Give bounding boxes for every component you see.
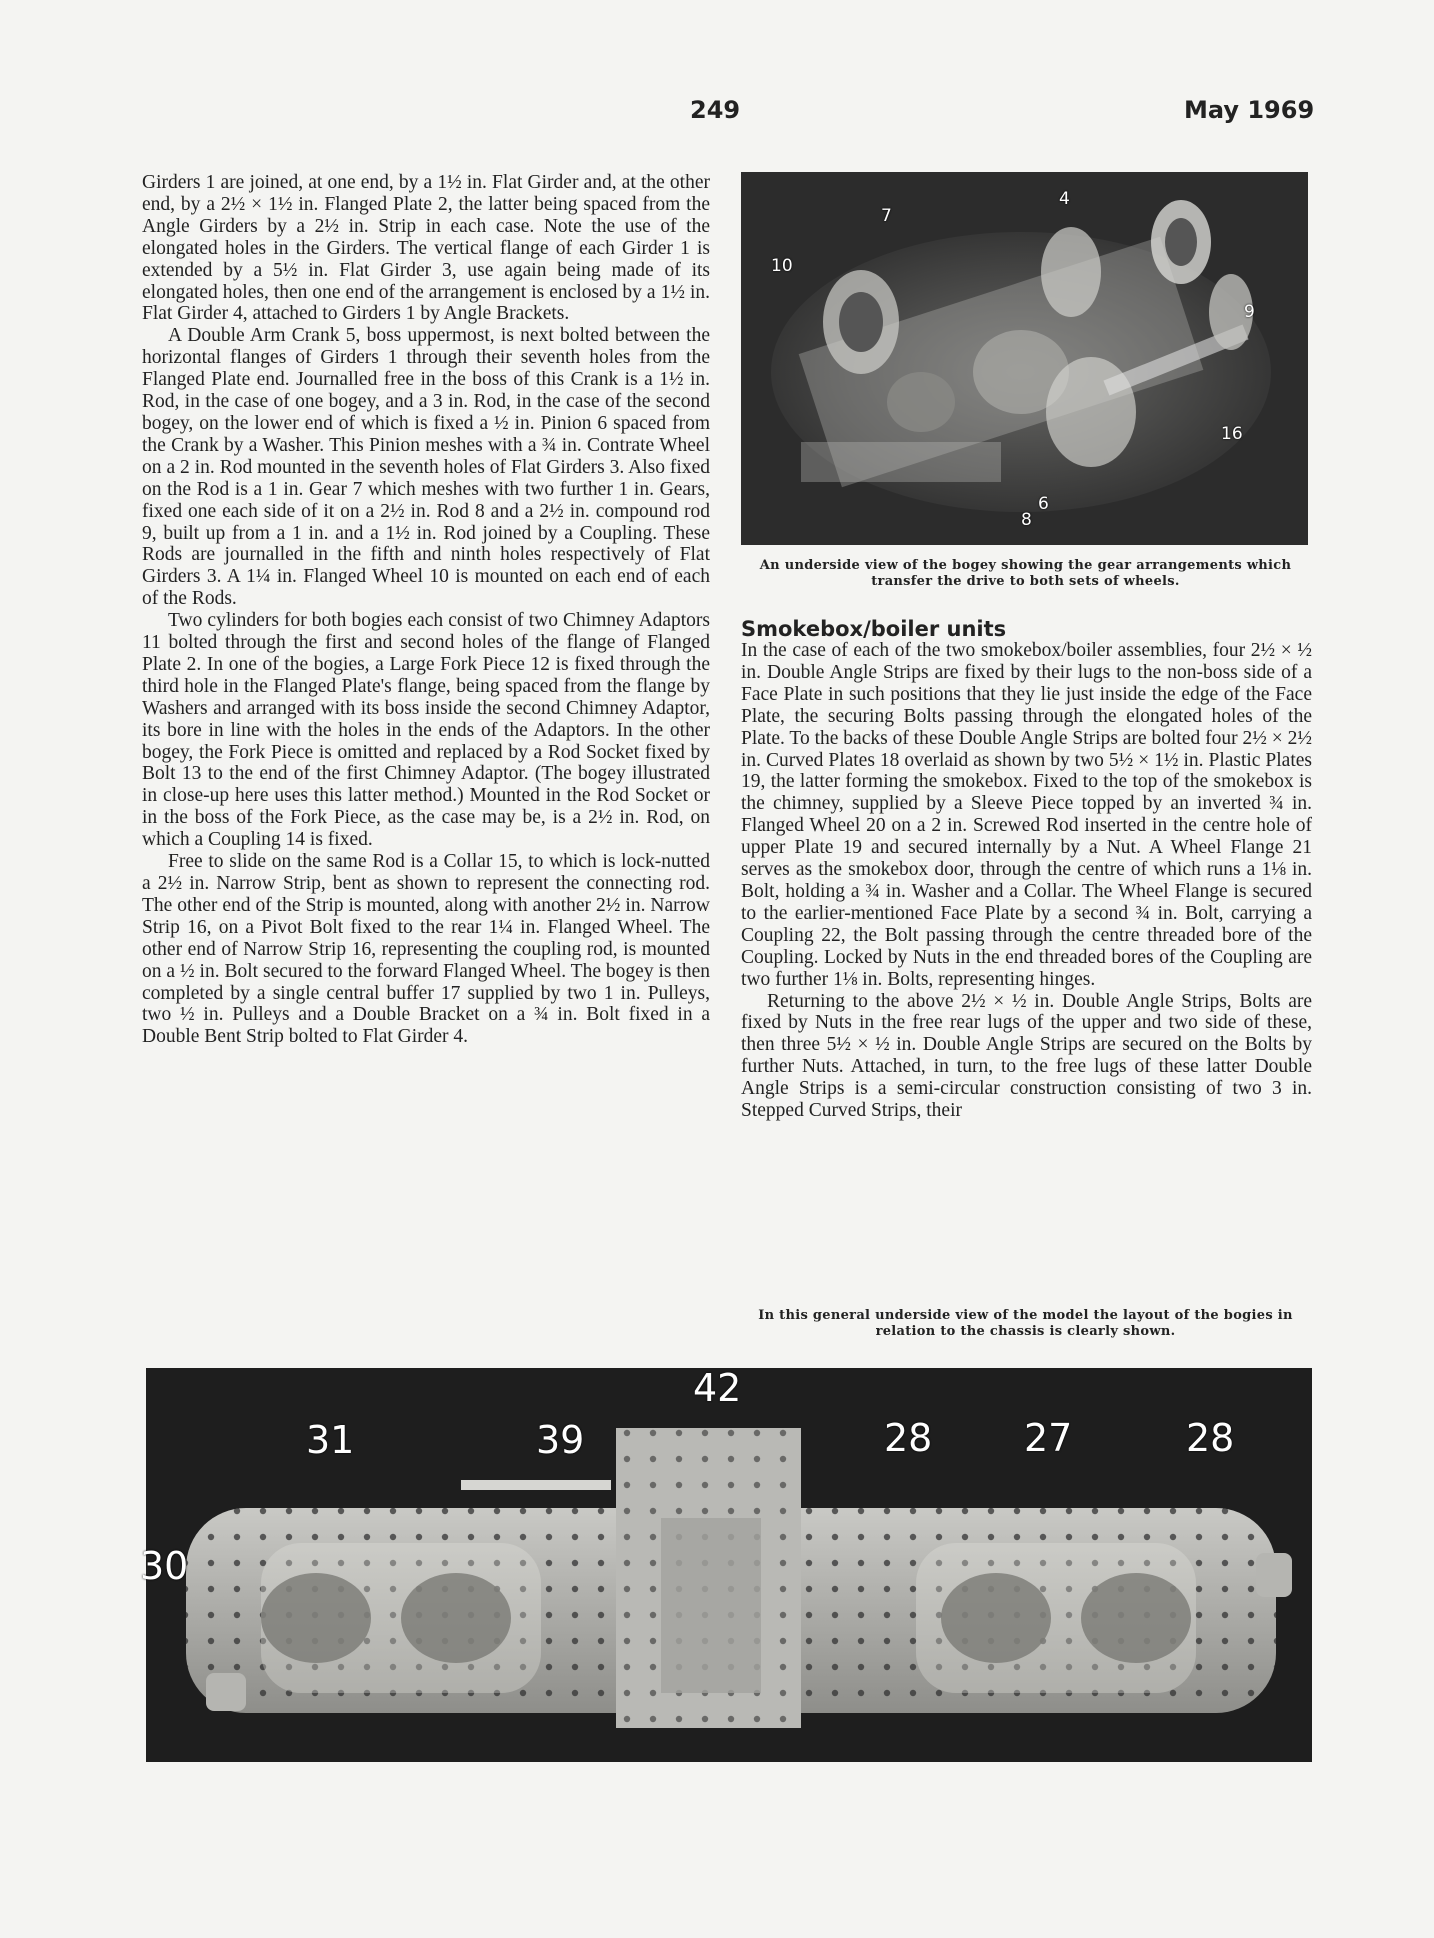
bogey-underside-photo [741, 172, 1308, 545]
paragraph: In the case of each of the two smokebox/boiler assemblies, four 2½ × ½ in. Double Angle Strips are fixed by their lugs to the non-boss side of a Face Plate in such positions that they lie just inside the edge of the Face Plate, the securing Bolts passing through the elongated holes of the Plate. To the backs of these Double Angle Strips are bolted four 2½ × 2½ in. Curved Plates 18 overlaid as shown by two 5½ × 1½ in. Plastic Plates 19, the latter forming the smokebox. Fixed to the top of the smokebox is the chimney, supplied by a Sleeve Piece topped by an inverted ¾ in. Flanged Wheel 20 on a 2 in. Screwed Rod inserted in the centre hole of upper Plate 19 and secured internally by a Nut. A Wheel Flange 21 serves as the smokebox door, through the centre of which runs a 1⅛ in. Bolt, holding a ¾ in. Washer and a Collar. The Wheel Flange is secured to the earlier-mentioned Face Plate by a second ¾ in. Bolt, carrying a Coupling 22, the Bolt passing through the centre threaded bore of the Coupling. Locked by Nuts in the end threaded bores of the Coupling are two further 1⅛ in. Bolts, representing hinges. [741, 640, 1312, 990]
callout-label: 16 [1221, 424, 1243, 444]
callout-label: 31 [306, 1418, 355, 1462]
callout-label: 39 [536, 1418, 585, 1462]
callout-label: 9 [1244, 302, 1255, 322]
callout-label: 42 [693, 1366, 742, 1410]
paragraph: Girders 1 are joined, at one end, by a 1½ in. Flat Girder and, at the other end, by a 2½ × 1½ in. Flanged Plate 2, the latter being spaced from the Angle Girders by a 2½ in. Strip in each case. Note the use of the elongated holes in the Girders. The vertical flange of each Girder 1 is extended by a 5½ in. Flat Girder 3, use again being made of its elongated holes, then one end of the arrangement is enclosed by a 1½ in. Flat Girder 4, attached to Girders 1 by Angle Brackets. [142, 172, 710, 325]
issue-date: May 1969 [1184, 96, 1315, 124]
right-column [741, 640, 1312, 1122]
callout-label: 7 [881, 206, 892, 226]
paragraph: Returning to the above 2½ × ½ in. Double Angle Strips, Bolts are fixed by Nuts in the free rear lugs of the upper and two side of these, then three 5½ × ½ in. Double Angle Strips are secured on the Bolts by further Nuts. Attached, in turn, to the free lugs of these latter Double Angle Strips is a semi-circular construction consisting of two 3 in. Stepped Curved Strips, their [741, 990, 1312, 1122]
page-number: 249 [690, 96, 741, 124]
callout-label: 30 [140, 1544, 189, 1588]
section-heading: Smokebox/boiler units [741, 617, 1007, 641]
callout-label: 10 [771, 256, 793, 276]
paragraph: Free to slide on the same Rod is a Collar 15, to which is lock-nutted a 2½ in. Narrow Strip, bent as shown to represent the connecting rod. The other end of the Strip is mounted, along with another 2½ in. Narrow Strip 16, on a Pivot Bolt fixed to the rear 1¼ in. Flanged Wheel. The other end of Narrow Strip 16, representing the coupling rod, is mounted on a ½ in. Bolt secured to the forward Flanged Wheel. The bogey is then completed by a single central buffer 17 supplied by two 1 in. Pulleys, two ½ in. Pulleys and a Double Bracket on a ¾ in. Bolt fixed in a Double Bent Strip bolted to Flat Girder 4. [142, 851, 710, 1048]
chassis-underside-photo [140, 1366, 1312, 1762]
left-column [142, 172, 710, 1048]
bottom-photo-caption: In this general underside view of the model the layout of the bogies in relation to the chassis is clearly shown. [758, 1308, 1293, 1339]
callout-label: 8 [1021, 510, 1032, 530]
top-photo-caption: An underside view of the bogey showing the gear arrangements which transfer the drive to both sets of wheels. [759, 558, 1292, 589]
callout-label: 4 [1059, 189, 1070, 209]
callout-label: 28 [884, 1416, 933, 1460]
paragraph: Two cylinders for both bogies each consist of two Chimney Adaptors 11 bolted through the first and second holes of the flange of Flanged Plate 2. In one of the bogies, a Large Fork Piece 12 is fixed through the third hole in the Flanged Plate's flange, being spaced from the flange by Washers and arranged with its boss inside the second Chimney Adaptor, its bore in line with the holes in the ends of the Adaptors. In the other bogey, the Fork Piece is omitted and replaced by a Rod Socket fixed by Bolt 13 to the end of the first Chimney Adaptor. (The bogey illustrated in close-up here uses this latter method.) Mounted in the Rod Socket or in the boss of the Fork Piece, as the case may be, is a 2½ in. Rod, on which a Coupling 14 is fixed. [142, 610, 710, 851]
paragraph: A Double Arm Crank 5, boss uppermost, is next bolted between the horizontal flanges of Girders 1 through their seventh holes from the Flanged Plate end. Journalled free in the boss of this Crank is a 1½ in. Rod, in the case of one bogey, and a 3 in. Rod, in the case of the second bogey, on the lower end of which is fixed a ½ in. Pinion 6 spaced from the Crank by a Washer. This Pinion meshes with a ¾ in. Contrate Wheel on a 2 in. Rod mounted in the seventh holes of Flat Girders 3. Also fixed on the Rod is a 1 in. Gear 7 which meshes with two further 1 in. Gears, fixed one each side of it on a 2½ in. Rod 8 and a 2½ in. compound rod 9, built up from a 1 in. and a 1½ in. Rod joined by a Coupling. These Rods are journalled in the fifth and ninth holes respectively of Flat Girders 3. A 1¼ in. Flanged Wheel 10 is mounted on each end of each of the Rods. [142, 325, 710, 610]
callout-label: 27 [1024, 1416, 1073, 1460]
callout-label: 28 [1186, 1416, 1235, 1460]
callout-label: 6 [1038, 494, 1049, 514]
